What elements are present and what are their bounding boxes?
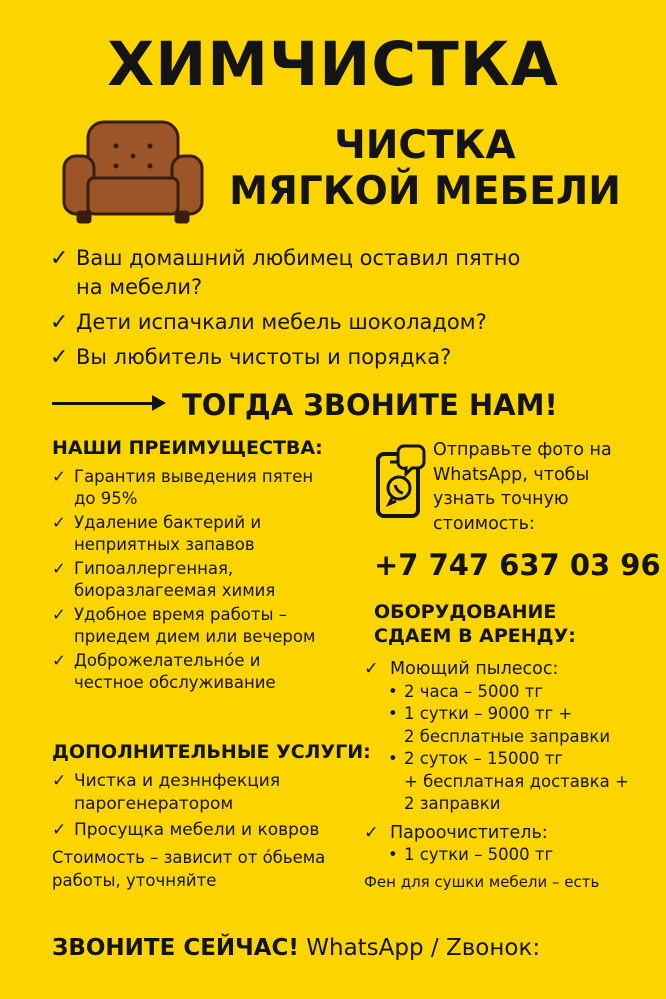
bullet-icon: • xyxy=(388,681,398,701)
price-item: • 2 часа – 5000 тг xyxy=(364,681,654,704)
list-item xyxy=(50,343,650,372)
bullet-icon: • xyxy=(388,749,398,768)
advantage-text: Удобное время работы – приедем дием или вечером xyxy=(74,605,316,646)
advantage-text: Гарантия выведения пятен до 95% xyxy=(74,467,314,508)
equipment-label: Пароочиститель: xyxy=(390,822,548,843)
question-text: Ваш домашний любимец оставил пятно на мебели? xyxy=(76,246,521,299)
bullet-icon: • xyxy=(388,704,398,723)
price-item-continued: 2 заправки xyxy=(404,794,501,813)
check-icon: ✓ xyxy=(52,771,67,791)
subtitle-line-2: МЯГКОЙ МЕБЕЛИ xyxy=(229,169,621,214)
check-icon: ✓ xyxy=(50,345,69,370)
equipment-rental-list xyxy=(364,658,654,893)
check-icon: ✓ xyxy=(52,513,66,532)
check-icon: ✓ xyxy=(364,659,379,679)
whatsapp-instructions: Отправьте фото на WhatsApp, чтобы узнать точную стоимость: xyxy=(433,440,612,534)
extra-services-section xyxy=(52,740,374,892)
list-item xyxy=(52,770,374,816)
check-icon: ✓ xyxy=(52,559,66,578)
call-to-action-row xyxy=(52,388,652,426)
price-item: • 2 суток – 15000 тг xyxy=(364,748,654,771)
list-item xyxy=(52,604,374,647)
advantages-heading: НАШИ ПРЕИМУЩЕСТВА: xyxy=(52,437,323,459)
list-item xyxy=(52,466,374,509)
price-item-continued: 2 бесплатные заправки xyxy=(404,726,611,746)
question-list xyxy=(50,244,650,378)
list-item xyxy=(52,650,374,693)
equipment-heading-line-2: СДАЕМ В АРЕНДУ: xyxy=(374,625,576,647)
phone-number[interactable]: +7 747 637 03 96 xyxy=(374,548,661,582)
advantage-text: Гипоаллергенная, биоразлагеемая химия xyxy=(74,559,276,600)
advantage-text: Доброжелательнóе и честное обслуживание xyxy=(74,651,276,692)
equipment-item xyxy=(364,658,654,681)
equipment-heading xyxy=(374,600,576,648)
price-item-continued: + бесплатная доставка + xyxy=(404,771,629,791)
check-icon: ✓ xyxy=(52,605,66,624)
extra-services-heading: ДОПОЛНИТЕЛЬНЫЕ УСЛУГИ: xyxy=(52,741,371,763)
check-icon: ✓ xyxy=(52,651,66,670)
footer xyxy=(52,934,540,962)
advantage-text: Удаление бактерий и неприятных запавов xyxy=(74,513,262,554)
advantages-section xyxy=(52,436,374,696)
call-now-label: ЗВОНИТЕ СЕЙЧАС! xyxy=(52,935,299,961)
list-item xyxy=(52,819,374,842)
call-to-action: ТОГДА ЗВОНИТЕ НАМ! xyxy=(182,388,558,422)
check-icon: ✓ xyxy=(50,246,69,271)
list-item xyxy=(52,512,374,555)
check-icon: ✓ xyxy=(364,822,379,843)
armchair-icon xyxy=(58,116,208,226)
bullet-icon: • xyxy=(388,845,398,864)
question-text: Вы любитель чистоты и порядка? xyxy=(76,345,452,369)
list-item xyxy=(50,244,650,302)
equipment-item xyxy=(364,822,654,845)
equipment-heading-line-1: ОБОРУДОВАНИЕ xyxy=(374,601,557,623)
price-item: • 1 сутки – 5000 тг xyxy=(364,844,654,867)
contact-methods: WhatsApp / Zвонок: xyxy=(306,935,541,961)
price-item: • 1 сутки – 9000 тг + xyxy=(364,703,654,726)
poster-title: ХИМЧИСТКА xyxy=(107,29,559,100)
list-item xyxy=(50,308,650,337)
check-icon: ✓ xyxy=(50,310,69,335)
check-icon: ✓ xyxy=(52,467,66,486)
check-icon: ✓ xyxy=(52,820,67,840)
service-text: Чистка и дезннфекция парогенератором xyxy=(74,771,281,814)
dryer-note: Фен для сушки мебели – есть xyxy=(364,872,600,891)
subtitle-line-1: ЧИСТКА xyxy=(334,123,516,168)
price-note: Стоимость – зависит от óбьема работы, уточняйте xyxy=(52,848,326,890)
question-text: Дети испачкали мебель шоколадом? xyxy=(76,310,487,334)
service-text: Просущка мебели и ковров xyxy=(74,820,320,840)
whatsapp-phone-icon xyxy=(374,444,426,520)
list-item xyxy=(52,558,374,601)
equipment-label: Моющий пылесос: xyxy=(390,659,559,679)
